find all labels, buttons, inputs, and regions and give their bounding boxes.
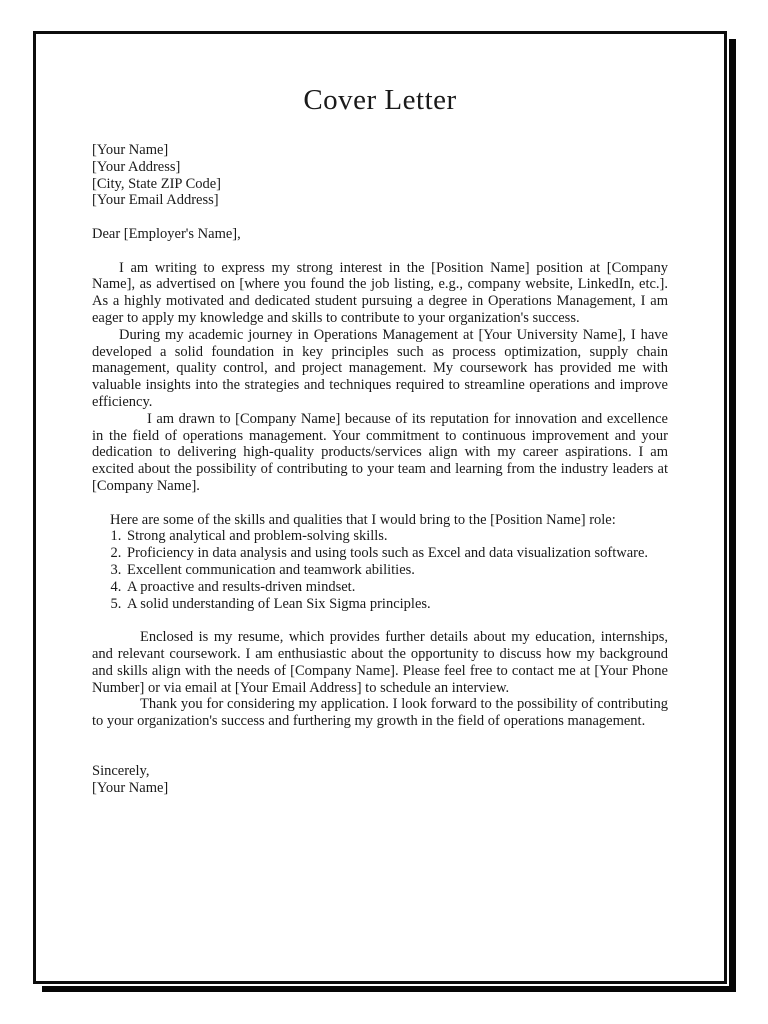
sender-city-line: [City, State ZIP Code] — [92, 175, 222, 192]
body-paragraph: I am writing to express my strong interest in the [Position Name] position at [Company Name], as advertised on [where you found the job listing, e.g., company website, LinkedIn, etc.]. As a highly motivated and dedicated student pursuing a degree in Operations Management, I am eager to apply my knowledge and skills to contribute to your organization's success. — [92, 259, 668, 326]
body-paragraph: During my academic journey in Operations Management at [Your University Name], I have developed a solid foundation in key principles such as process optimization, supply chain management, quality control, and project management. My coursework has provided me with valuable insights into the strategies and techniques required to streamline operations and improve efficiency. — [92, 326, 668, 410]
skills-list — [92, 528, 668, 612]
sender-name-line: [Your Name] — [92, 142, 169, 158]
letter-title: Cover Letter — [303, 84, 457, 116]
skill-item: 5. A solid understanding of Lean Six Sigma principles. — [125, 596, 668, 613]
skill-item: 2. Proficiency in data analysis and using tools such as Excel and data visualization software. — [125, 545, 668, 562]
signoff-line: Sincerely, — [92, 762, 150, 779]
sender-address-line: [Your Address] — [92, 158, 181, 175]
sender-email-line: [Your Email Address] — [92, 192, 219, 209]
closing-paragraph: Thank you for considering my application. I look forward to the possibility of contributing to your organization's success and furthering my growth in the field of operations management. — [92, 696, 668, 730]
body-paragraph: I am drawn to [Company Name] because of its reputation for innovation and excellence in the field of operations management. Your commitment to continuous improvement and your dedication to delivering high-quality products/services align with my career aspirations. I am excited about the possibility of contributing to your team and learning from the industry leaders at [Company Name]. — [92, 410, 668, 494]
skill-item: 3. Excellent communication and teamwork abilities. — [125, 562, 668, 579]
signoff-block — [92, 763, 668, 797]
skill-item: 4. A proactive and results-driven mindset. — [125, 579, 668, 596]
greeting-line: Dear [Employer's Name], — [92, 225, 241, 242]
letter-page — [33, 31, 727, 984]
skills-intro: Here are some of the skills and qualities that I would bring to the [Position Name] role: — [110, 511, 616, 528]
sender-address-block — [92, 142, 668, 209]
closing-paragraph: Enclosed is my resume, which provides further details about my education, internships, and relevant coursework. I am enthusiastic about the opportunity to discuss how my background and skills align with the needs of [Company Name]. Please feel free to contact me at [Your Phone Number] or via email at [Your Email Address] to schedule an interview. — [92, 629, 668, 696]
signature-line: [Your Name] — [92, 779, 169, 796]
skill-item: 1. Strong analytical and problem-solving skills. — [125, 528, 668, 545]
